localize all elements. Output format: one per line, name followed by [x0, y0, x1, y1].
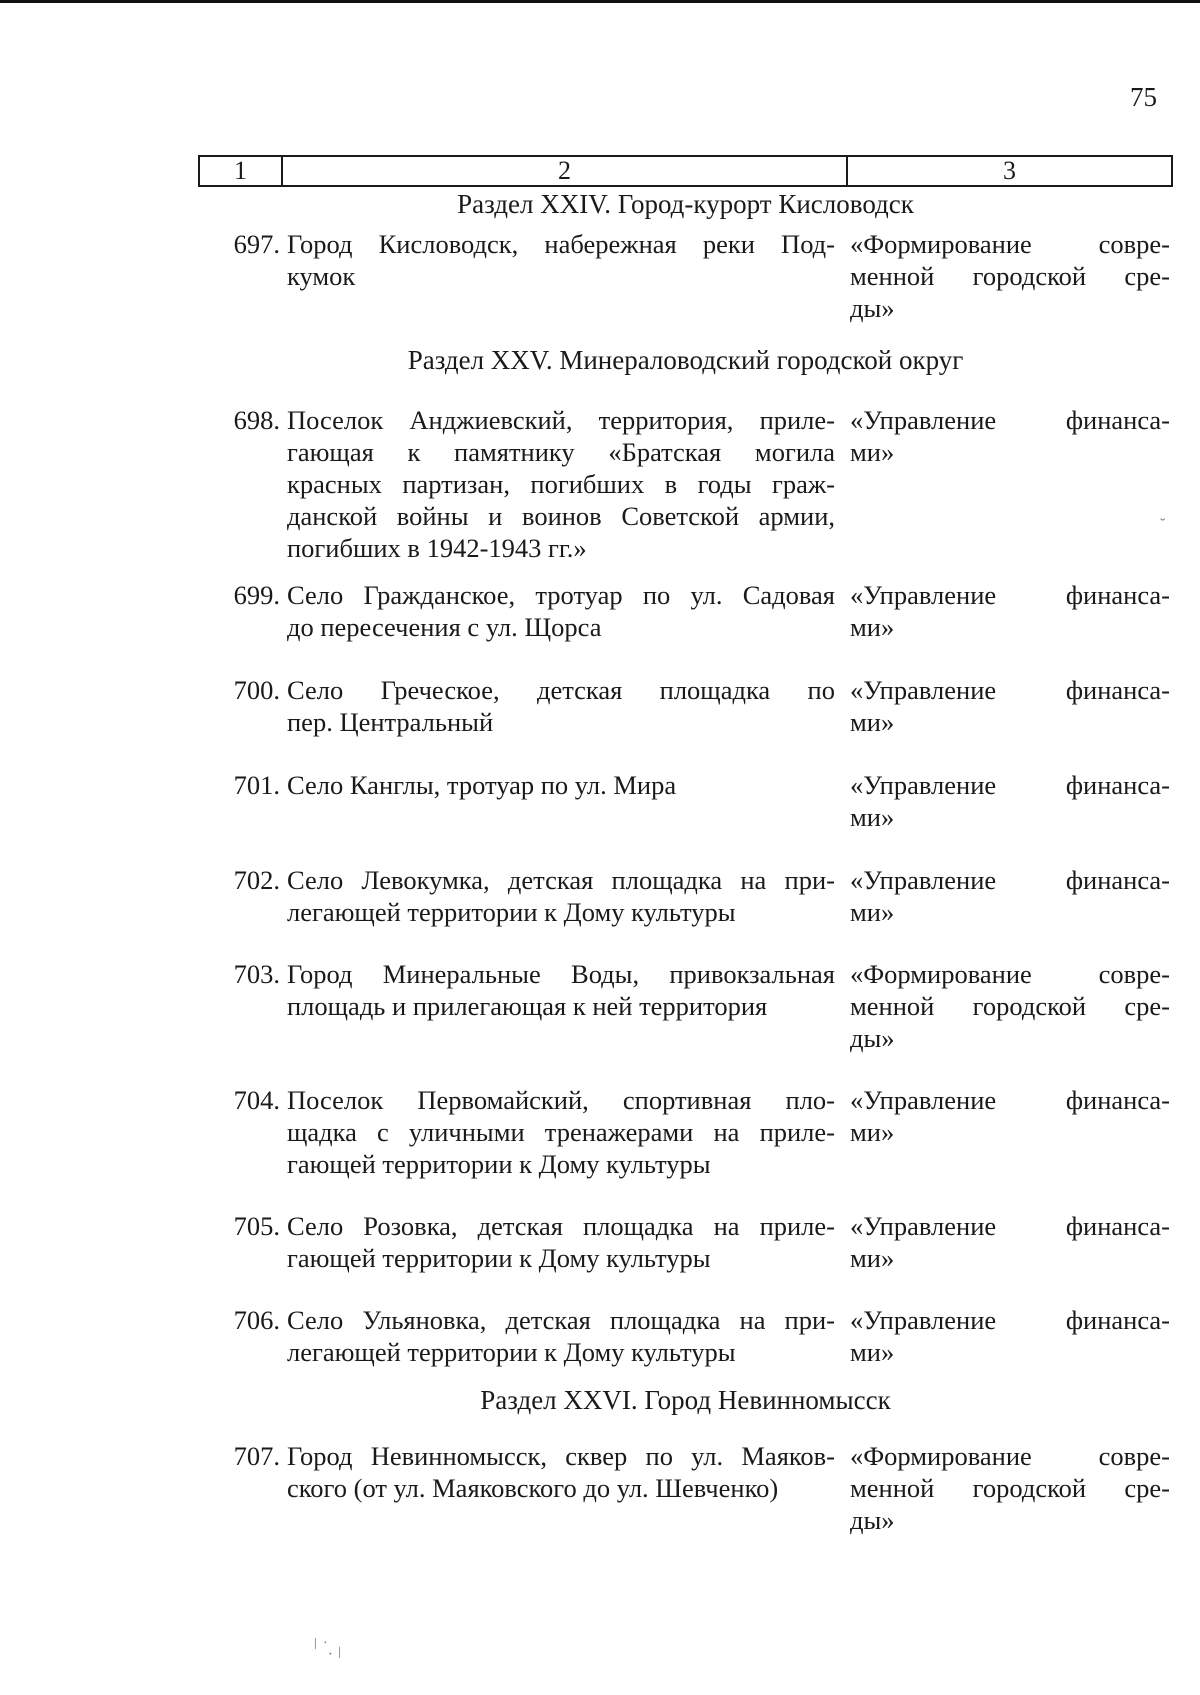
- entry-program: «Управление финанса- ми»: [850, 1305, 1170, 1367]
- section-title-24: Раздел XXIV. Город-курорт Кисловодск: [457, 189, 914, 219]
- entry-place: Село Розовка, детская площадка на приле- гающей территории к Дому культуры: [287, 1211, 835, 1273]
- entry-program: «Формирование совре- менной городской сре- ды»: [850, 959, 1170, 1053]
- column-header-2: 2: [283, 157, 848, 185]
- entry-number: 698.: [233, 405, 280, 435]
- entry-program: «Управление финанса- ми»: [850, 405, 1170, 467]
- entry-program: «Управление финанса- ми»: [850, 675, 1170, 737]
- entry-program: «Формирование совре- менной городской сре- ды»: [850, 229, 1170, 323]
- entry-program: «Управление финанса- ми»: [850, 770, 1170, 832]
- entry-number: 702.: [233, 865, 280, 895]
- entry-number: 707.: [233, 1441, 280, 1471]
- entry-program: «Формирование совре- менной городской сре- ды»: [850, 1441, 1170, 1535]
- section-title-25: Раздел XXV. Минераловодский городской округ: [407, 345, 964, 375]
- section-title-26: Раздел XXVI. Город Невинномысск: [480, 1385, 891, 1415]
- entry-place: Село Ульяновка, детская площадка на при- легающей территории к Дому культуры: [287, 1305, 835, 1367]
- entry-place: Город Минеральные Воды, привокзальная площадь и прилегающая к ней территория: [287, 959, 835, 1021]
- entry-place: Поселок Первомайский, спортивная пло- щадка с уличными тренажерами на приле- гающей территории к Дому культуры: [287, 1085, 835, 1179]
- entry-place: Город Кисловодск, набережная реки Под- кумок: [287, 229, 835, 291]
- entry-place: Село Левокумка, детская площадка на при- легающей территории к Дому культуры: [287, 865, 835, 927]
- entry-program: «Управление финанса- ми»: [850, 1211, 1170, 1273]
- scan-speck: ˘: [1160, 516, 1166, 533]
- entry-place: Село Канглы, тротуар по ул. Мира: [287, 770, 677, 800]
- top-rule: [0, 0, 1200, 3]
- entry-number: 706.: [233, 1305, 280, 1335]
- entry-number: 697.: [233, 229, 280, 259]
- entry-place: Поселок Анджиевский, территория, приле- гающая к памятнику «Братская могила красных партизан, погибших в годы граж- данской войны и воинов Советской армии, погибших в 1942-1943 гг.»: [287, 405, 835, 563]
- entry-program: «Управление финанса- ми»: [850, 865, 1170, 927]
- entry-place: Село Гражданское, тротуар по ул. Садовая до пересечения с ул. Щорса: [287, 580, 835, 642]
- entry-program: «Управление финанса- ми»: [850, 1085, 1170, 1147]
- entry-number: 700.: [233, 675, 280, 705]
- scan-smudge: \ ˙ . \: [310, 1635, 345, 1662]
- column-header-row: [198, 155, 1173, 187]
- entry-program: «Управление финанса- ми»: [850, 580, 1170, 642]
- entry-place: Город Невинномысск, сквер по ул. Маяков- ского (от ул. Маяковского до ул. Шевченко): [287, 1441, 835, 1503]
- entry-place: Село Греческое, детская площадка по пер. Центральный: [287, 675, 835, 737]
- entry-number: 703.: [233, 959, 280, 989]
- column-header-1: 1: [200, 157, 283, 185]
- entry-number: 701.: [233, 770, 280, 800]
- entry-number: 705.: [233, 1211, 280, 1241]
- entry-number: 699.: [233, 580, 280, 610]
- entry-number: 704.: [233, 1085, 280, 1115]
- page-number: 75: [1130, 82, 1157, 112]
- column-header-3: 3: [1003, 156, 1016, 185]
